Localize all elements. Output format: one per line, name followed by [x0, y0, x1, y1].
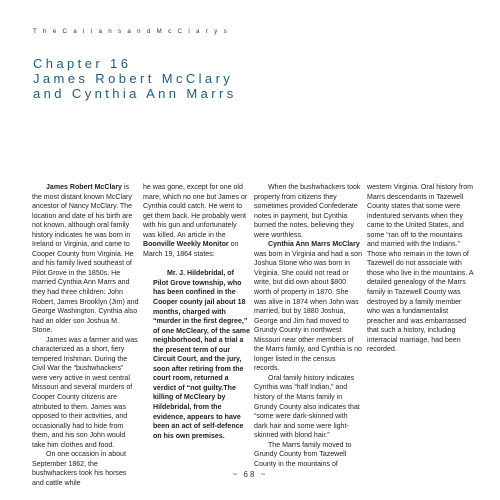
- running-head: T h e C a l l a n s a n d M c C l a r y s: [33, 28, 229, 35]
- paragraph: On one occasion in about September 1862, the bushwhackers took his horses and cattle while: [32, 451, 127, 487]
- page-number: ~ 68 ~: [232, 470, 268, 479]
- chapter-title: [33, 56, 237, 101]
- paragraph: James was a farmer and was characterized as a short, fiery tempered Irishman. During the Civil War the “bushwhackers” were very active in west central Missouri and several murders of Cooper County citizens are attributed to them. James was opposed to their activities, and occasionally had to hide from them, and his son John would take him clothes and food.: [32, 336, 138, 449]
- newspaper-title: Boonville Weekly Monitor: [143, 241, 229, 249]
- paragraph: Oral family history indicates Cynthia was “half Indian,” and history of the Marrs family in Grundy County also indicates that “some were dark-skinned with dark hair and some were light-skinned with blond hair.”: [254, 374, 360, 440]
- run-in-name: James Robert McClary: [46, 184, 122, 191]
- paragraph-text: on March 19, 1864 states:: [143, 241, 239, 258]
- paragraph: [143, 183, 251, 259]
- text-column-1: [32, 183, 140, 489]
- run-in-name: Cynthia Ann Marrs McClary: [268, 241, 360, 249]
- paragraph-text: is the most distant known McClary ancestor of Nancy McClary. The location and date of his birth are not known, although oral family history indicates he was born in Ireland or Virginia, and came to Cooper County from Virginia. He and his family lived southeast of Pilot Grove in the 1850s. He married Cynthia Ann Marrs and they had three children: John Robert, James Brooklyn (Jim) and George Washington. Cynthia also had an older son Joshua M. Stone.: [32, 184, 139, 335]
- paragraph: [32, 183, 140, 336]
- text-column-4: [367, 183, 475, 355]
- paragraph-text: he was gone, except for one old mare, which no one but James or Cynthia could catch. He went to get them back. He probably went with his gun and unfortunately was killed. An article in the: [143, 184, 248, 239]
- block-quote: Mr. J. Hildebridal, of Pilot Grove township, who has been confined in the Cooper county jail about 18 months, charged with “murder in the first degree,” of one McCleary, of the same neighborhood, had a trial a the present term of our Circuit Court, and the jury, soon after retiring from the court room, returned a verdict of “not guilty.The killing of McCleary by Hildebridal, from the evidence, appears to have been an act of self-defence on his own premises.: [153, 270, 250, 440]
- paragraph: The Marrs family moved to Grundy County from Tazewell County in the mountains of: [254, 441, 352, 468]
- chapter-number: Chapter 16: [33, 56, 132, 71]
- text-column-2: [143, 183, 251, 441]
- chapter-name-line-1: James Robert McClary: [33, 71, 234, 86]
- paragraph: When the bushwhackers took property from citizens they sometimes provided Confederate notes in payment, but Cynthia burned the notes, believing they were worthless.: [254, 184, 361, 239]
- paragraph: western Virginia. Oral history from Marrs descendants in Tazewell County states that some were indentured servants when they came to the United States, and some “ran off to the mountains and married with the Indians.” Those who remain in the town of Tazewell do not associate with those who live in the mountains. A detailed genealogy of the Marrs family in Tazewell County was destroyed by a family member who was a fundamentalist preacher and was embarrassed that such a history, including interracial marriage, had been recorded.: [367, 184, 474, 354]
- text-column-3: [254, 183, 362, 469]
- chapter-name-line-2: and Cynthia Ann Marrs: [33, 86, 237, 101]
- paragraph-text: was born in Virginia and had a son Joshua Stone who was born in Virginia. She could not read or write, but did own about $800 worth of property in 1870. She was alive in 1874 when John was married, but by 1880 Joshua, George and Jim had moved to Grundy County in northwest Missouri near other members of the Marrs family, and Cynthia is no longer listed in the census records.: [254, 250, 362, 373]
- paragraph: [254, 240, 362, 374]
